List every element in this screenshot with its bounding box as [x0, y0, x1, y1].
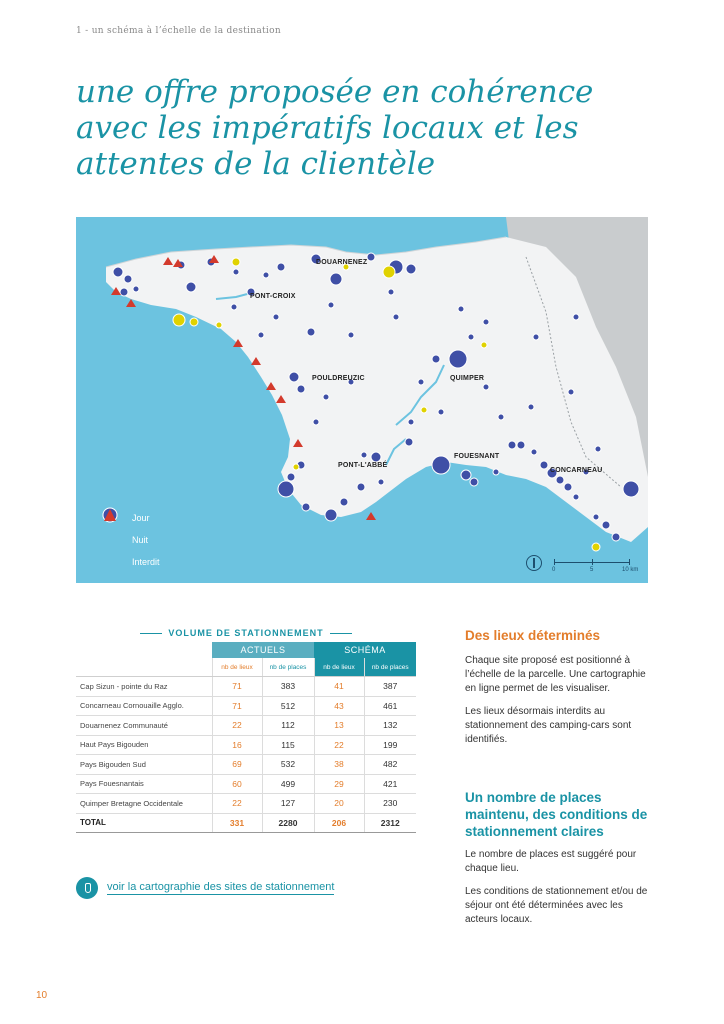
col-header-plan-sites: nb de lieux — [314, 658, 364, 677]
paragraph-places-2: Les conditions de stationnement et/ou de séjour ont été déterminées avec les acteurs locaux. — [465, 886, 648, 925]
touch-icon — [76, 877, 98, 899]
table-row: Pays Fouesnantais 60 499 29 421 — [76, 774, 416, 794]
legend-label-day: Jour — [132, 513, 150, 523]
side-block-places — [465, 789, 655, 936]
section-label: 1 - un schéma à l’échelle de la destination — [76, 26, 281, 36]
city-label-pont-labbe: PONT-L'ABBÉ — [338, 462, 388, 469]
scale-label-0: 0 — [552, 567, 556, 573]
map-link-text[interactable]: voir la cartographie des sites de stationnement — [107, 881, 335, 893]
side-block-sites — [465, 627, 655, 756]
land-mass — [106, 237, 648, 542]
col-header-plan-places: nb de places — [364, 658, 416, 677]
table-total-row: TOTAL 331 2280 206 2312 — [76, 813, 416, 833]
title-line-1: une offre proposée en cohérence — [76, 74, 594, 110]
city-label-concarneau: CONCARNEAU — [550, 467, 603, 474]
scale-label-10: 10 km — [622, 567, 639, 573]
city-label-quimper: QUIMPER — [450, 375, 485, 382]
table-row: Cap Sizun - pointe du Raz 71 383 41 387 — [76, 677, 416, 697]
paragraph-sites-1: Chaque site proposé est positionné à l’échelle de la parcelle. Une cartographie en ligne permet de les visualiser. — [465, 655, 646, 694]
col-header-current-places: nb de places — [262, 658, 314, 677]
group-header-current: ACTUELS — [212, 642, 314, 658]
city-label-pont-croix: PONT-CROIX — [250, 293, 296, 300]
table-row: Quimper Bretagne Occidentale 22 127 20 230 — [76, 794, 416, 814]
city-label-pouldreuzic: POULDREUZIC — [312, 375, 365, 382]
forbidden-marker-icon — [102, 554, 118, 570]
heading-places: Un nombre de places maintenu, des conditions de stationnement claires — [465, 790, 648, 839]
scale-label-5: 5 — [590, 567, 594, 573]
table-row: Concarneau Cornouaille Agglo. 71 512 43 461 — [76, 696, 416, 716]
title-line-3: attentes de la clientèle — [76, 146, 436, 182]
title-line-2: avec les impératifs locaux et les — [76, 110, 579, 146]
map-graphic — [76, 217, 648, 583]
map-figure — [76, 217, 648, 583]
city-label-douarnenez: DOUARNENEZ — [316, 259, 368, 266]
page-title — [76, 74, 676, 182]
legend-label-night: Nuit — [132, 535, 149, 545]
table-row: Douarnenez Communauté 22 112 13 132 — [76, 716, 416, 736]
map-legend — [102, 507, 160, 573]
col-header-current-sites: nb de lieux — [212, 658, 262, 677]
legend-item-forbidden — [102, 551, 160, 573]
legend-item-night — [102, 529, 160, 551]
legend-label-forbidden: Interdit — [132, 557, 160, 567]
city-label-fouesnant: FOUESNANT — [454, 453, 500, 460]
heading-sites: Des lieux déterminés — [465, 628, 601, 643]
parking-volume-table — [76, 624, 416, 833]
paragraph-places-1: Le nombre de places est suggéré pour chaque lieu. — [465, 849, 637, 874]
compass-icon — [526, 555, 542, 571]
table-title: VOLUME DE STATIONNEMENT — [76, 624, 416, 642]
table-row: Pays Bigouden Sud 69 532 38 482 — [76, 755, 416, 775]
group-header-plan: SCHÉMA — [314, 642, 416, 658]
night-marker-icon — [102, 532, 118, 548]
table-row: Haut Pays Bigouden 16 115 22 199 — [76, 735, 416, 755]
paragraph-sites-2: Les lieux désormais interdits au stationnement des camping-cars sont identifiés. — [465, 706, 632, 745]
map-scale — [526, 555, 646, 577]
map-link[interactable] — [76, 877, 334, 899]
page-number: 10 — [36, 990, 48, 1001]
